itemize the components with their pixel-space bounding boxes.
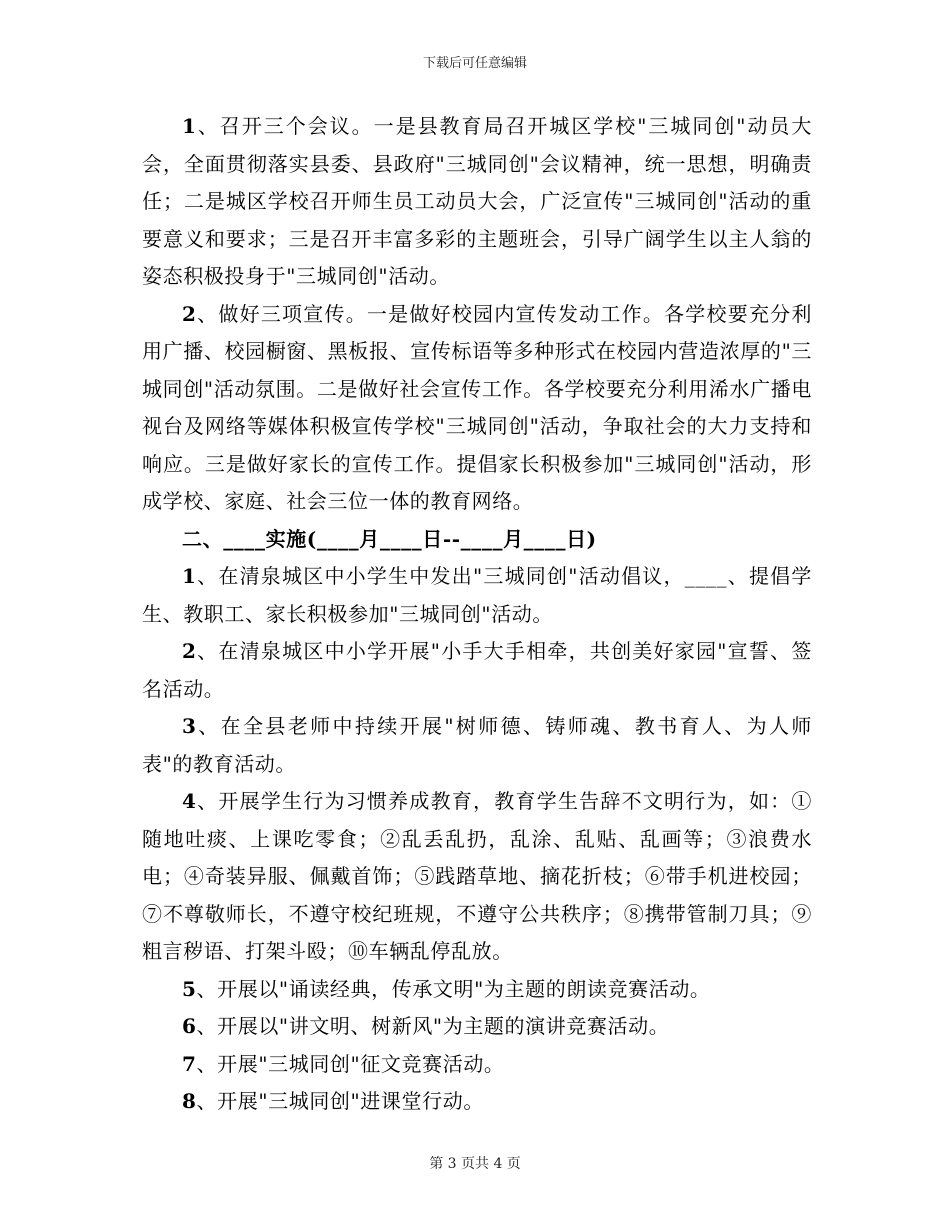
paragraph-9: [142, 1046, 812, 1084]
item-text: 、在全县老师中持续开展"树师德、铸师魂、教书育人、为人师表"的教育活动。: [142, 714, 812, 776]
item-text: 、做好三项宣传。一是做好校园内宣传发动工作。各学校要充分利用广播、校园橱窗、黑板报、宣传标语等多种形式在校园内营造浓厚的"三城同创"活动氛围。二是做好社会宣传工作。各学校要充分利用浠水广播电视台及网络等媒体积极宣传学校"三城同创"活动，争取社会的大力支持和响应。三是做好家长的宣传工作。提倡家长积极参加"三城同创"活动，形成学校、家庭、社会三位一体的教育网络。: [142, 301, 812, 513]
item-text: 、在清泉城区中小学生中发出"三城同创"活动倡议，____、提倡学生、教职工、家长积极参加"三城同创"活动。: [142, 564, 812, 626]
item-number: 2: [182, 639, 197, 663]
item-text: 、开展"三城同创"进课堂行动。: [196, 1089, 484, 1113]
paragraph-3: [142, 558, 812, 633]
item-text: 、在清泉城区中小学开展"小手大手相牵，共创美好家园"宣誓、签名活动。: [142, 639, 812, 701]
item-number: 8: [182, 1089, 197, 1113]
item-number: 5: [182, 976, 197, 1001]
paragraph-4: [142, 633, 812, 708]
section-heading: 二、____实施(____月____日--____月____日): [182, 526, 597, 551]
item-text: 、开展以"诵读经典，传承文明"为主题的朗读竞赛活动。: [196, 976, 711, 1001]
item-text: 、开展"三城同创"征文竞赛活动。: [196, 1051, 505, 1076]
item-text: 、开展学生行为习惯养成教育，教育学生告辞不文明行为，如：①随地吐痰、上课吃零食；②乱丢乱扔，乱涂、乱贴、乱画等；③浪费水电；④奇装异服、佩戴首饰；⑤践踏草地、摘花折枝；⑥带手机进校园；⑦不尊敬师长，不遵守校纪班规，不遵守公共秩序；⑧携带管制刀具；⑨粗言秽语、打架斗殴；⑩车辆乱停乱放。: [142, 789, 812, 963]
item-number: 2: [182, 301, 197, 326]
page-header: 下载后可任意编辑: [422, 56, 527, 71]
item-number: 7: [182, 1051, 197, 1076]
paragraph-10: [142, 1083, 812, 1121]
paragraph-6: [142, 783, 812, 971]
page-footer: 第 3 页共 4 页: [429, 1156, 521, 1172]
paragraph-5: [142, 708, 812, 783]
item-number: 1: [182, 114, 197, 138]
document-body: [142, 108, 812, 1121]
item-text: 、召开三个会议。一是县教育局召开城区学校"三城同创"动员大会，全面贯彻落实县委、县政府"三城同创"会议精神，统一思想，明确责任；二是城区学校召开师生员工动员大会，广泛宣传"三城同创"活动的重要意义和要求；三是召开丰富多彩的主题班会，引导广阔学生以主人翁的姿态积极投身于"三城同创"活动。: [142, 114, 812, 288]
item-text: 、开展以"讲文明、树新风"为主题的演讲竞赛活动。: [196, 1014, 670, 1038]
paragraph-7: [142, 971, 812, 1009]
paragraph-2: [142, 296, 812, 521]
item-number: 1: [182, 564, 197, 588]
item-number: 4: [182, 789, 197, 813]
paragraph-8: [142, 1008, 812, 1046]
item-number: 6: [182, 1014, 197, 1038]
paragraph-1: [142, 108, 812, 296]
item-number: 3: [182, 714, 197, 738]
